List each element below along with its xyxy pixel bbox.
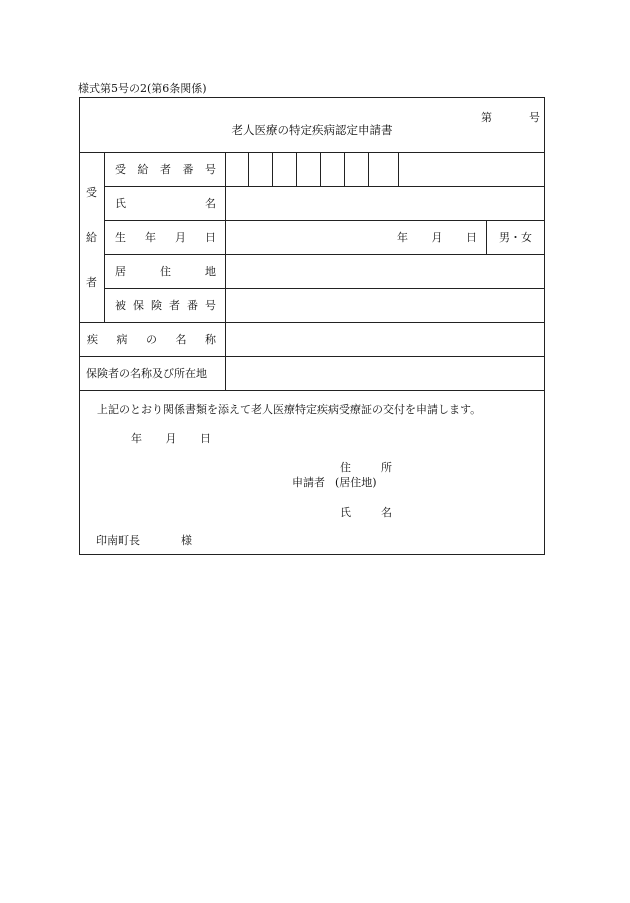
digit-box[interactable] <box>249 153 273 186</box>
application-date[interactable]: 年 月 日 <box>131 432 211 445</box>
digit-box[interactable] <box>321 153 345 186</box>
applicant-address-label: 住 所 <box>340 461 392 474</box>
number-dai: 第 <box>481 111 492 124</box>
digit-box[interactable] <box>373 153 399 186</box>
group-label: 給 <box>86 231 97 244</box>
group-label: 受 <box>86 186 97 199</box>
insured-number-label: 被 保 険 者 番 号 <box>115 299 216 312</box>
divider <box>104 220 545 221</box>
form-id: 様式第5号の2(第6条関係) <box>78 82 207 95</box>
address-field[interactable] <box>226 255 544 288</box>
divider <box>486 220 487 254</box>
birthdate-label: 生 年 月 日 <box>115 231 216 244</box>
number-go: 号 <box>529 111 540 124</box>
insured-number-field[interactable] <box>226 289 544 322</box>
name-field[interactable] <box>226 187 544 220</box>
form-title: 老人医療の特定疾病認定申請書 <box>231 123 393 137</box>
applicant-name-label: 氏 名 <box>340 506 392 519</box>
residence-label: (居住地) <box>335 476 377 489</box>
name-label: 氏 名 <box>115 197 216 210</box>
insurer-label: 保険者の名称及び所在地 <box>86 367 207 380</box>
addressee-office: 印南町長 <box>96 534 140 547</box>
disease-name-field[interactable] <box>226 323 544 356</box>
insurer-field[interactable] <box>226 357 544 390</box>
recipient-number-label: 受 給 者 番 号 <box>115 163 216 176</box>
sex-selector[interactable]: 男・女 <box>499 231 532 244</box>
digit-box[interactable] <box>297 153 321 186</box>
digit-box[interactable] <box>225 153 249 186</box>
divider <box>79 390 545 391</box>
applicant-label: 申請者 <box>292 476 325 489</box>
application-statement: 上記のとおり関係書類を添えて老人医療特定疾病受療証の交付を申請します。 <box>97 403 482 416</box>
disease-name-label: 疾 病 の 名 称 <box>87 333 216 346</box>
digit-box[interactable] <box>345 153 369 186</box>
digit-box[interactable] <box>273 153 297 186</box>
addressee-honorific: 様 <box>181 534 192 547</box>
group-label: 者 <box>86 276 97 289</box>
address-label: 居 住 地 <box>115 265 216 278</box>
divider <box>104 152 105 322</box>
birthdate-field[interactable]: 年 月 日 <box>397 231 477 244</box>
